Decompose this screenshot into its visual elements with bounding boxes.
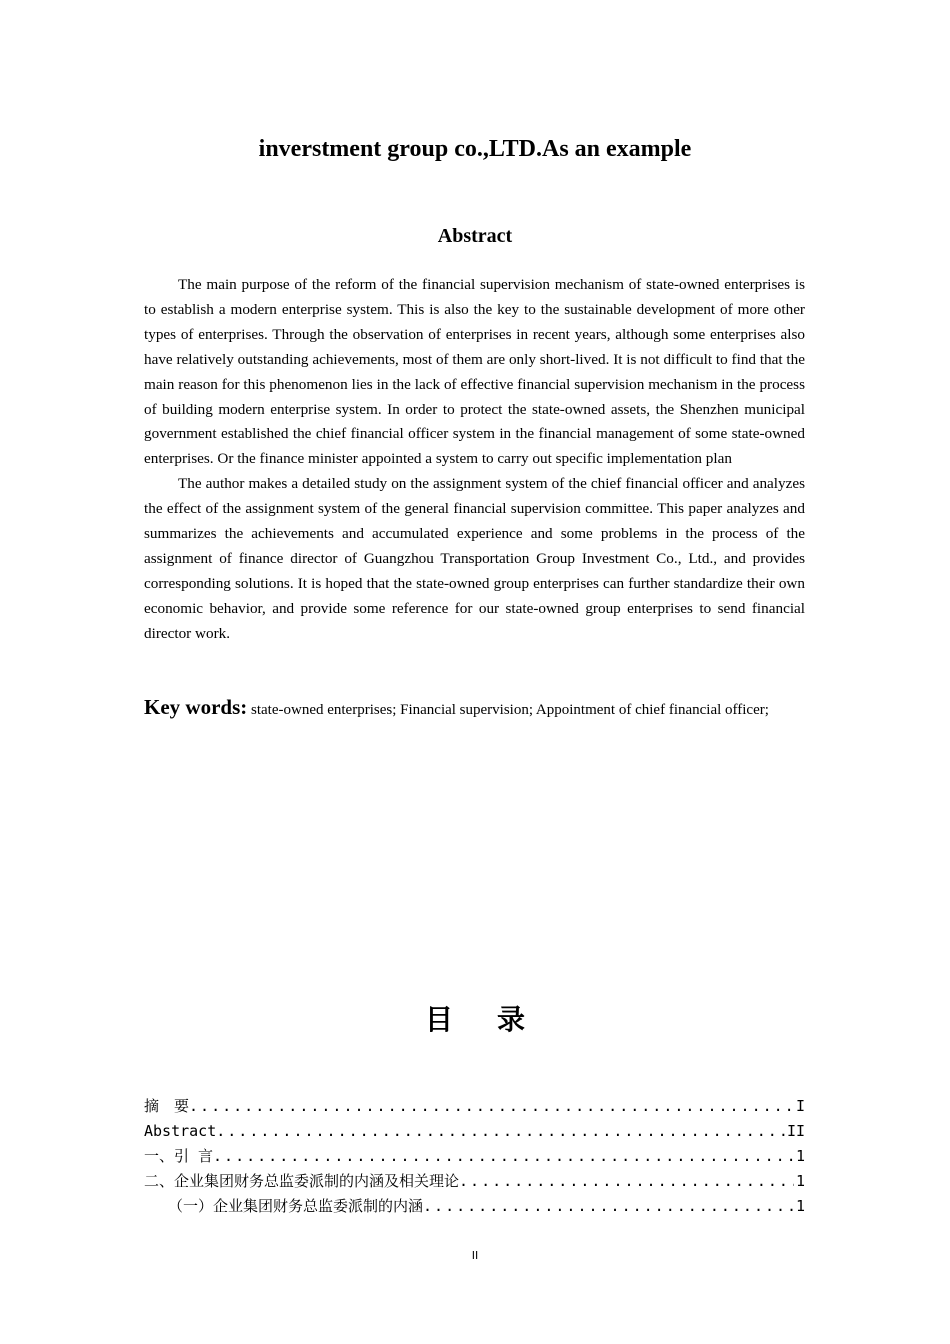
toc-entry[interactable] (144, 1169, 805, 1194)
keywords-label: Key words: (144, 695, 248, 719)
toc-entry-page: 1 (795, 1172, 805, 1190)
toc-entry-label: Abstract (144, 1122, 217, 1140)
toc-heading: 目录 (424, 1003, 569, 1036)
toc-entry-label: 二、企业集团财务总监委派制的内涵及相关理论 (144, 1172, 460, 1190)
toc-leader-dots (189, 1094, 794, 1119)
toc-leader-dots (216, 1119, 785, 1144)
toc-entry-label: （一）企业集团财务总监委派制的内涵 (168, 1197, 424, 1215)
toc-entry[interactable] (144, 1094, 805, 1119)
page-number: II (471, 1249, 479, 1262)
toc-entry-page: 1 (795, 1197, 805, 1215)
abstract-body (144, 273, 805, 647)
keywords-text: state-owned enterprises; Financial supervision; Appointment of chief financial officer; (247, 702, 769, 718)
toc-leader-dots (423, 1194, 794, 1219)
toc-entry-label: 一、引 言 (144, 1147, 214, 1165)
abstract-heading: Abstract (437, 225, 513, 247)
abstract-paragraph-2: The author makes a detailed study on the assignment system of the chief financial officer and analyzes the effect of the assignment system of the general financial supervision committee. This paper analyzes and summarizes the achievements and accumulated experience and some problems in the process of the assignment of finance director of Guangzhou Transportation Group Investment Co., Ltd., and provides corresponding solutions. It is hoped that the state-owned group enterprises can further standardize their own economic behavior, and provide some reference for our state-owned group enterprises to send financial director work. (144, 475, 805, 642)
toc-entry-page: 1 (795, 1147, 805, 1165)
toc-entry-label: 摘 要 (144, 1097, 190, 1115)
keywords (144, 696, 805, 721)
toc-entry[interactable] (144, 1119, 805, 1144)
title-continuation: inverstment group co.,LTD.As an example (258, 136, 692, 162)
toc-leader-dots (213, 1144, 794, 1169)
table-of-contents (144, 1094, 805, 1219)
toc-entry[interactable] (144, 1194, 805, 1219)
abstract-paragraph-1: The main purpose of the reform of the financial supervision mechanism of state-owned enterprises is to establish a modern enterprise system. This is also the key to the sustainable development of more other types of enterprises. Through the observation of enterprises in recent years, although some enterprises also have relatively outstanding achievements, most of them are only short-lived. It is not difficult to find that the main reason for this phenomenon lies in the lack of effective financial supervision mechanism in the process of building modern enterprise system. In order to protect the state-owned assets, the Shenzhen municipal government established the chief financial officer system in the financial management of some state-owned enterprises. Or the finance minister appointed a system to carry out specific implementation plan (144, 276, 805, 468)
toc-leader-dots (459, 1169, 794, 1194)
toc-entry-page: II (786, 1122, 805, 1140)
toc-entry[interactable] (144, 1144, 805, 1169)
toc-entry-page: I (795, 1097, 805, 1115)
